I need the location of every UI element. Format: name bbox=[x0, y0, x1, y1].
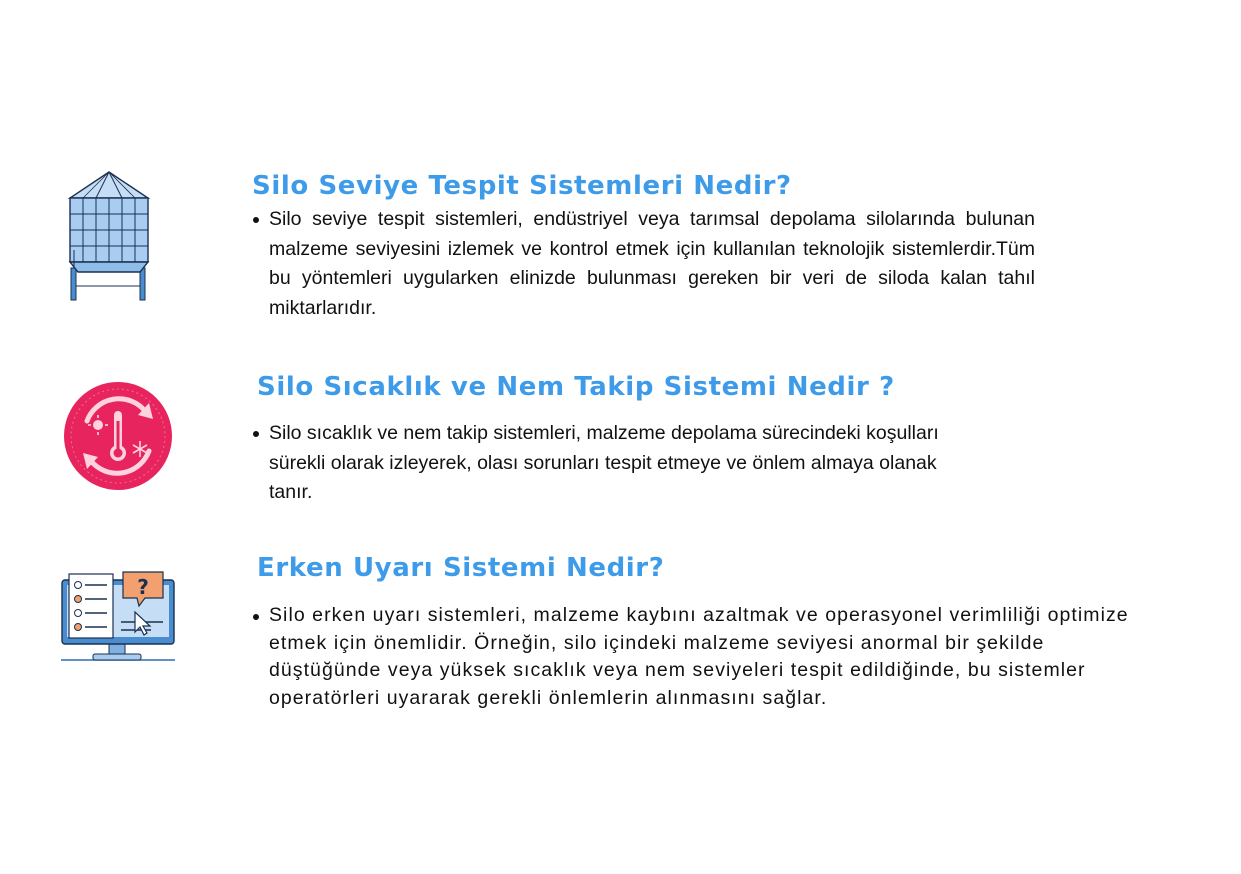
section-level-detection bbox=[252, 171, 1035, 323]
silo-icon bbox=[62, 168, 156, 304]
section-title: Silo Seviye Tespit Sistemleri Nedir? bbox=[252, 171, 792, 201]
monitor-checklist-icon bbox=[59, 570, 177, 664]
section-early-warning bbox=[257, 553, 1177, 712]
section-temperature-humidity bbox=[257, 372, 957, 508]
list-item: Silo seviye tespit sistemleri, endüstriyel veya tarımsal depolama silolarında bulunan malzeme seviyesini izlemek ve kontrol etmek için kullanılan teknolojik sistemlerdir.Tüm bu yöntemleri uygularken elinizde bulunması gereken bir veri de siloda kalan tahıl miktarlarıdır. bbox=[252, 205, 1035, 323]
section-body-list bbox=[252, 602, 1152, 712]
svg-text:?: ? bbox=[137, 575, 149, 599]
section-body-list bbox=[252, 205, 1035, 323]
temperature-humidity-icon bbox=[63, 381, 173, 491]
section-body-list bbox=[252, 419, 942, 508]
section-title: Silo Sıcaklık ve Nem Takip Sistemi Nedir ? bbox=[257, 372, 895, 402]
list-item: Silo sıcaklık ve nem takip sistemleri, malzeme depolama sürecindeki koşulları sürekli olarak izleyerek, olası sorunları tespit etmeye ve önlem almaya olanak tanır. bbox=[252, 419, 942, 508]
section-title: Erken Uyarı Sistemi Nedir? bbox=[257, 553, 665, 583]
list-item: Silo erken uyarı sistemleri, malzeme kaybını azaltmak ve operasyonel verimliliği optimize etmek için önemlidir. Örneğin, silo içindeki malzeme seviyesi anormal bir şekilde düştüğünde veya yüksek sıcaklık veya nem seviyeleri tespit edildiğinde, bu sistemler operatörleri uyararak gerekli önlemlerin alınmasını sağlar. bbox=[252, 602, 1152, 712]
